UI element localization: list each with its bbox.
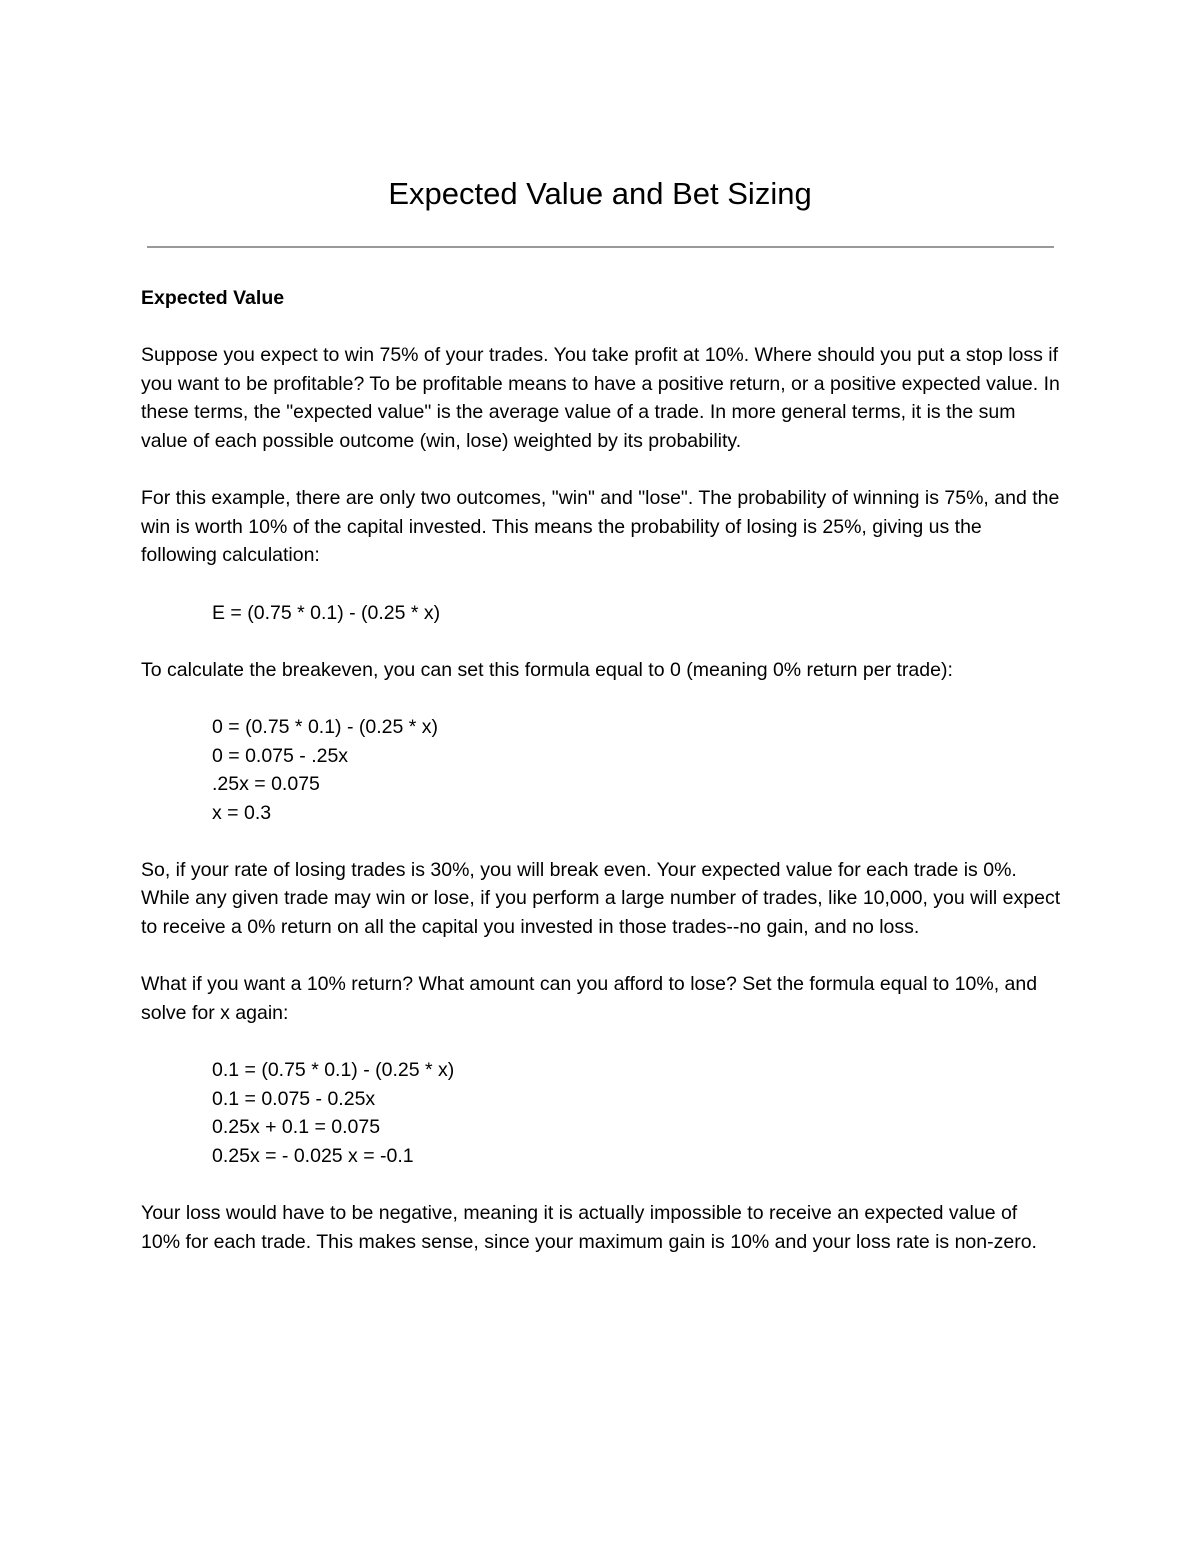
equation-line: 0.1 = (0.75 * 0.1) - (0.25 * x) (212, 1059, 455, 1082)
equation-line: .25x = 0.075 (212, 773, 320, 796)
equation-line: 0 = (0.75 * 0.1) - (0.25 * x) (212, 715, 438, 738)
equation-line: 0 = 0.075 - .25x (212, 744, 349, 767)
formula-block (212, 599, 1061, 628)
title-divider (147, 246, 1054, 248)
document-title: Expected Value and Bet Sizing (388, 176, 812, 211)
equation-line: 0.25x = - 0.025 x = -0.1 (212, 1144, 414, 1167)
paragraph-outcomes: For this example, there are only two outcomes, "win" and "lose". The probability of winning is 75%, and the win is worth 10% of the capital invested. This means the probability of losing is 25%, giving us the following calculation: (141, 487, 1060, 567)
paragraph-breakeven: To calculate the breakeven, you can set this formula equal to 0 (meaning 0% return per trade): (141, 658, 953, 681)
equation-line: 0.25x + 0.1 = 0.075 (212, 1116, 381, 1139)
paragraph-intro: Suppose you expect to win 75% of your trades. You take profit at 10%. Where should you put a stop loss if you want to be profitable? To be profitable means to have a positive return, or a positive expected value. In these terms, the "expected value" is the average value of a trade. In more general terms, it is the sum value of each possible outcome (win, lose) weighted by its probability. (141, 344, 1060, 452)
ten-percent-equation-block (212, 1056, 1061, 1170)
paragraph-break-even-result: So, if your rate of losing trades is 30%, you will break even. Your expected value for each trade is 0%. While any given trade may win or lose, if you perform a large number of trades, like 10,000, you will expect to receive a 0% return on all the capital you invested in those trades--no gain, and no loss. (141, 858, 1061, 939)
breakeven-equation-block (212, 713, 1061, 827)
document-body (141, 284, 1061, 1285)
paragraph-conclusion: Your loss would have to be negative, meaning it is actually impossible to receive an expected value of 10% for each trade. This makes sense, since your maximum gain is 10% and your loss rate is non-zero. (141, 1202, 1037, 1253)
equation-line: 0.1 = 0.075 - 0.25x (212, 1087, 376, 1110)
paragraph-ten-percent: What if you want a 10% return? What amount can you afford to lose? Set the formula equal to 10%, and solve for x again: (141, 973, 1038, 1024)
equation-line: E = (0.75 * 0.1) - (0.25 * x) (212, 601, 441, 624)
section-heading: Expected Value (141, 287, 285, 309)
equation-line: x = 0.3 (212, 801, 272, 824)
